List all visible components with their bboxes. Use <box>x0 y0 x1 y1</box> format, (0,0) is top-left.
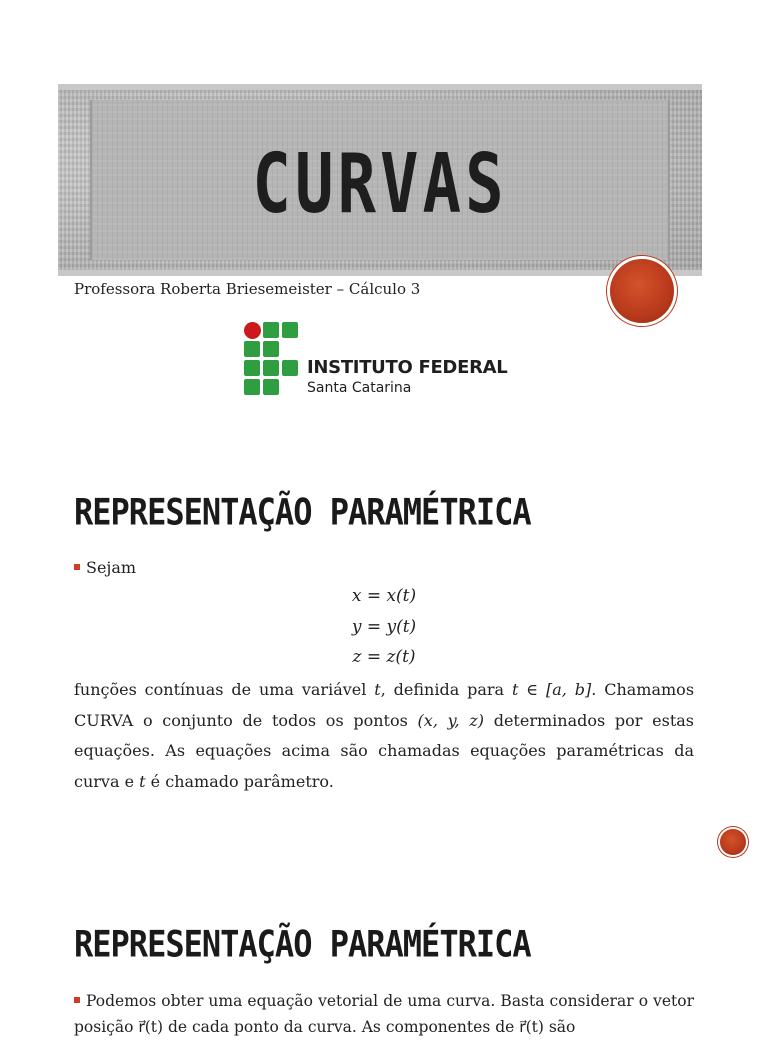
logo-subname: Santa Catarina <box>307 380 412 396</box>
definition-paragraph <box>74 675 694 797</box>
equation-x: x = x(t) <box>351 586 417 606</box>
text-part: . Chamamos CURVA o conjunto de todos os pontos <box>74 680 695 730</box>
logo-square <box>282 322 298 338</box>
slide-subtitle: Professora Roberta Briesemeister – Cálculo 3 <box>74 280 421 298</box>
text-part: determinados por estas equações. As equações acima são chamadas equações paramétricas da curva e <box>74 710 695 791</box>
math-domain: t ∈ [a, b] <box>511 680 592 699</box>
logo-square <box>244 379 260 395</box>
bullet-item: Podemos obter uma equação vetorial de uma curva. Basta considerar o vetor posição r⃗(t) de cada ponto da curva. As componentes de r⃗(t) são <box>74 988 694 1040</box>
decorative-circle <box>610 259 674 323</box>
text-part: funções contínuas de uma variável <box>74 680 367 699</box>
logo-square <box>282 360 298 376</box>
text-part: é chamado parâmetro. <box>150 771 334 791</box>
institute-logo <box>244 322 534 398</box>
logo-red-dot <box>244 322 261 339</box>
text-part: , definida para <box>380 680 505 699</box>
equation-z: z = z(t) <box>352 647 416 667</box>
logo-square <box>263 341 279 357</box>
section-heading: REPRESENTAÇÃO PARAMÉTRICA <box>74 490 531 534</box>
logo-square <box>244 360 260 376</box>
decorative-circle <box>720 829 746 855</box>
title-banner <box>58 84 702 276</box>
slide-title: CURVAS <box>252 137 508 233</box>
logo-square <box>263 360 279 376</box>
logo-name: INSTITUTO FEDERAL <box>307 357 508 378</box>
bullet-item: Sejam <box>74 558 136 577</box>
math-var: t <box>374 680 381 699</box>
logo-square <box>263 379 279 395</box>
logo-square <box>263 322 279 338</box>
logo-square <box>244 341 260 357</box>
math-var: t <box>139 771 146 791</box>
math-point: (x, y, z) <box>417 710 484 730</box>
section-heading: REPRESENTAÇÃO PARAMÉTRICA <box>74 922 531 966</box>
equation-y: y = y(t) <box>351 617 417 637</box>
